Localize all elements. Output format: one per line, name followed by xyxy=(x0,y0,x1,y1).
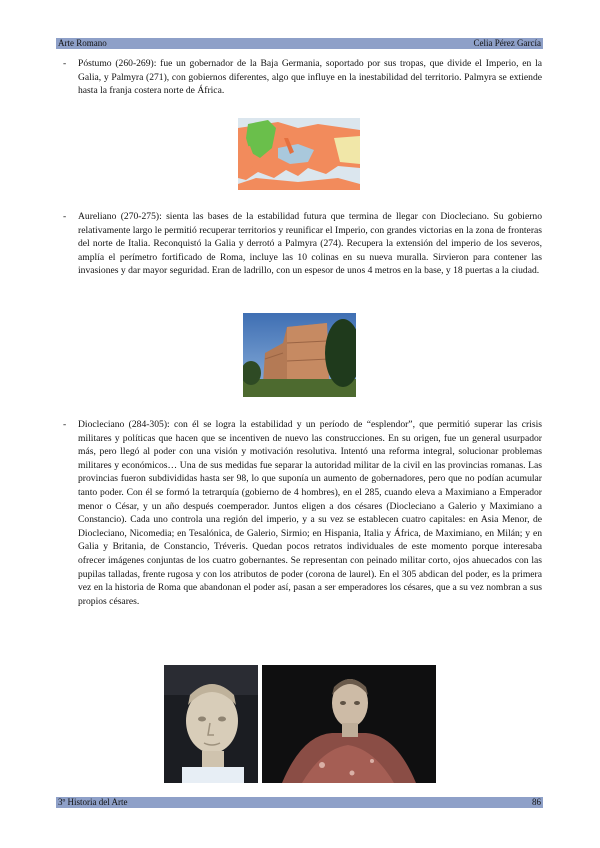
tetrarch-porphyry-bust-photo xyxy=(262,665,436,783)
header-author: Celia Pérez García xyxy=(473,38,541,48)
list-item-text: Aureliano (270-275): sienta las bases de la estabilidad futura que termina de llegar con Diocleciano. Su gobierno relativamente largo le permitió recuperar territorios y reunificar el Imperio, con grandes victorias en la zona de fronteras del norte de Italia. Reconquistó la Galia y derrotó a Palmyra (274). Recupera la extensión del imperio de los severos, amplía el perímetro fortificado de Roma, incluye las 10 colinas en su nueva muralla. Sirvieron para contener las invasiones y dar mayor seguridad. Eran de ladrillo, con un espesor de unos 4 metros en la base, y 18 puertas a la ciudad. xyxy=(78,211,542,277)
page-number: 86 xyxy=(532,797,541,807)
page-header xyxy=(56,38,543,49)
page-footer xyxy=(56,797,543,808)
list-item-aureliano xyxy=(63,210,542,278)
list-item-text: Póstumo (260-269): fue un gobernador de la Baja Germania, soportado por sus tropas, que divide el Imperio, en la Galia, y Palmyra (271), con gobiernos diferentes, algo que influye en la inestabilidad del territorio. Palmyra se extiende hasta la franja costera norte de África. xyxy=(78,58,542,97)
list-item-postumo xyxy=(63,57,542,98)
list-bullet: - xyxy=(63,419,67,430)
aurelian-wall-photo xyxy=(243,313,356,397)
list-bullet: - xyxy=(63,58,67,69)
list-bullet: - xyxy=(63,211,67,222)
header-left-title: Arte Romano xyxy=(58,38,107,48)
list-item-text: Diocleciano (284-305): con él se logra la estabilidad y un período de “esplendor”, que permitió superar las crisis militares y políticas que hacen que se incentiven de nuevo las construcciones. En su origen, fue un general usurpador más, pero llegó al poder con una visión y motivación resolutiva. Intentó una reforma integral, solucionar problemas militares y económicos… Una de sus medidas fue separar la autoridad militar de la civil en las provincias romanas. Las provincias fueron subdivididas hasta ser 98, lo que suponía un aumento de gobernadores, pero que no podían acumular tanto poder. Con él se formó la tetrarquía (gobierno de 4 hombres), en el 285, cuando eleva a Maximiano a Emperador menor o César, y un año después coemperador. Juntos eligen a dos césares (Diocleciano a Galerio y Maximiano a Constancio). Cada uno controla una región del imperio, y a su vez se establecen cuatro capitales: en Asia Menor, de Diocleciano, Nicomedia; en Tesalónica, de Galerio, Sirmio; en Hispania, Italia y África, de Maximiano, en Milán; y en Galia y Britania, de Constancio, Tréveris. Quedan pocos retratos individuales de este momento porque interesaba ofrecer imágenes conjuntas de los cuatro gobernantes. Se representan con peinado militar corto, ojos ahuecados con las pupilas talladas, frente rugosa y con los atributos de poder (corona de laurel). En el 305 abdican del poder, es la primera vez en la historia de Roma que abandonan el poder así, pasan a ser emperadores los césares, que a su vez nombran a sus propios césares. xyxy=(78,419,542,607)
footer-course: 3º Historia del Arte xyxy=(58,797,128,807)
roman-empire-map-image xyxy=(238,118,360,190)
list-item-diocleciano xyxy=(63,418,542,608)
diocletian-bust-photo xyxy=(164,665,258,783)
